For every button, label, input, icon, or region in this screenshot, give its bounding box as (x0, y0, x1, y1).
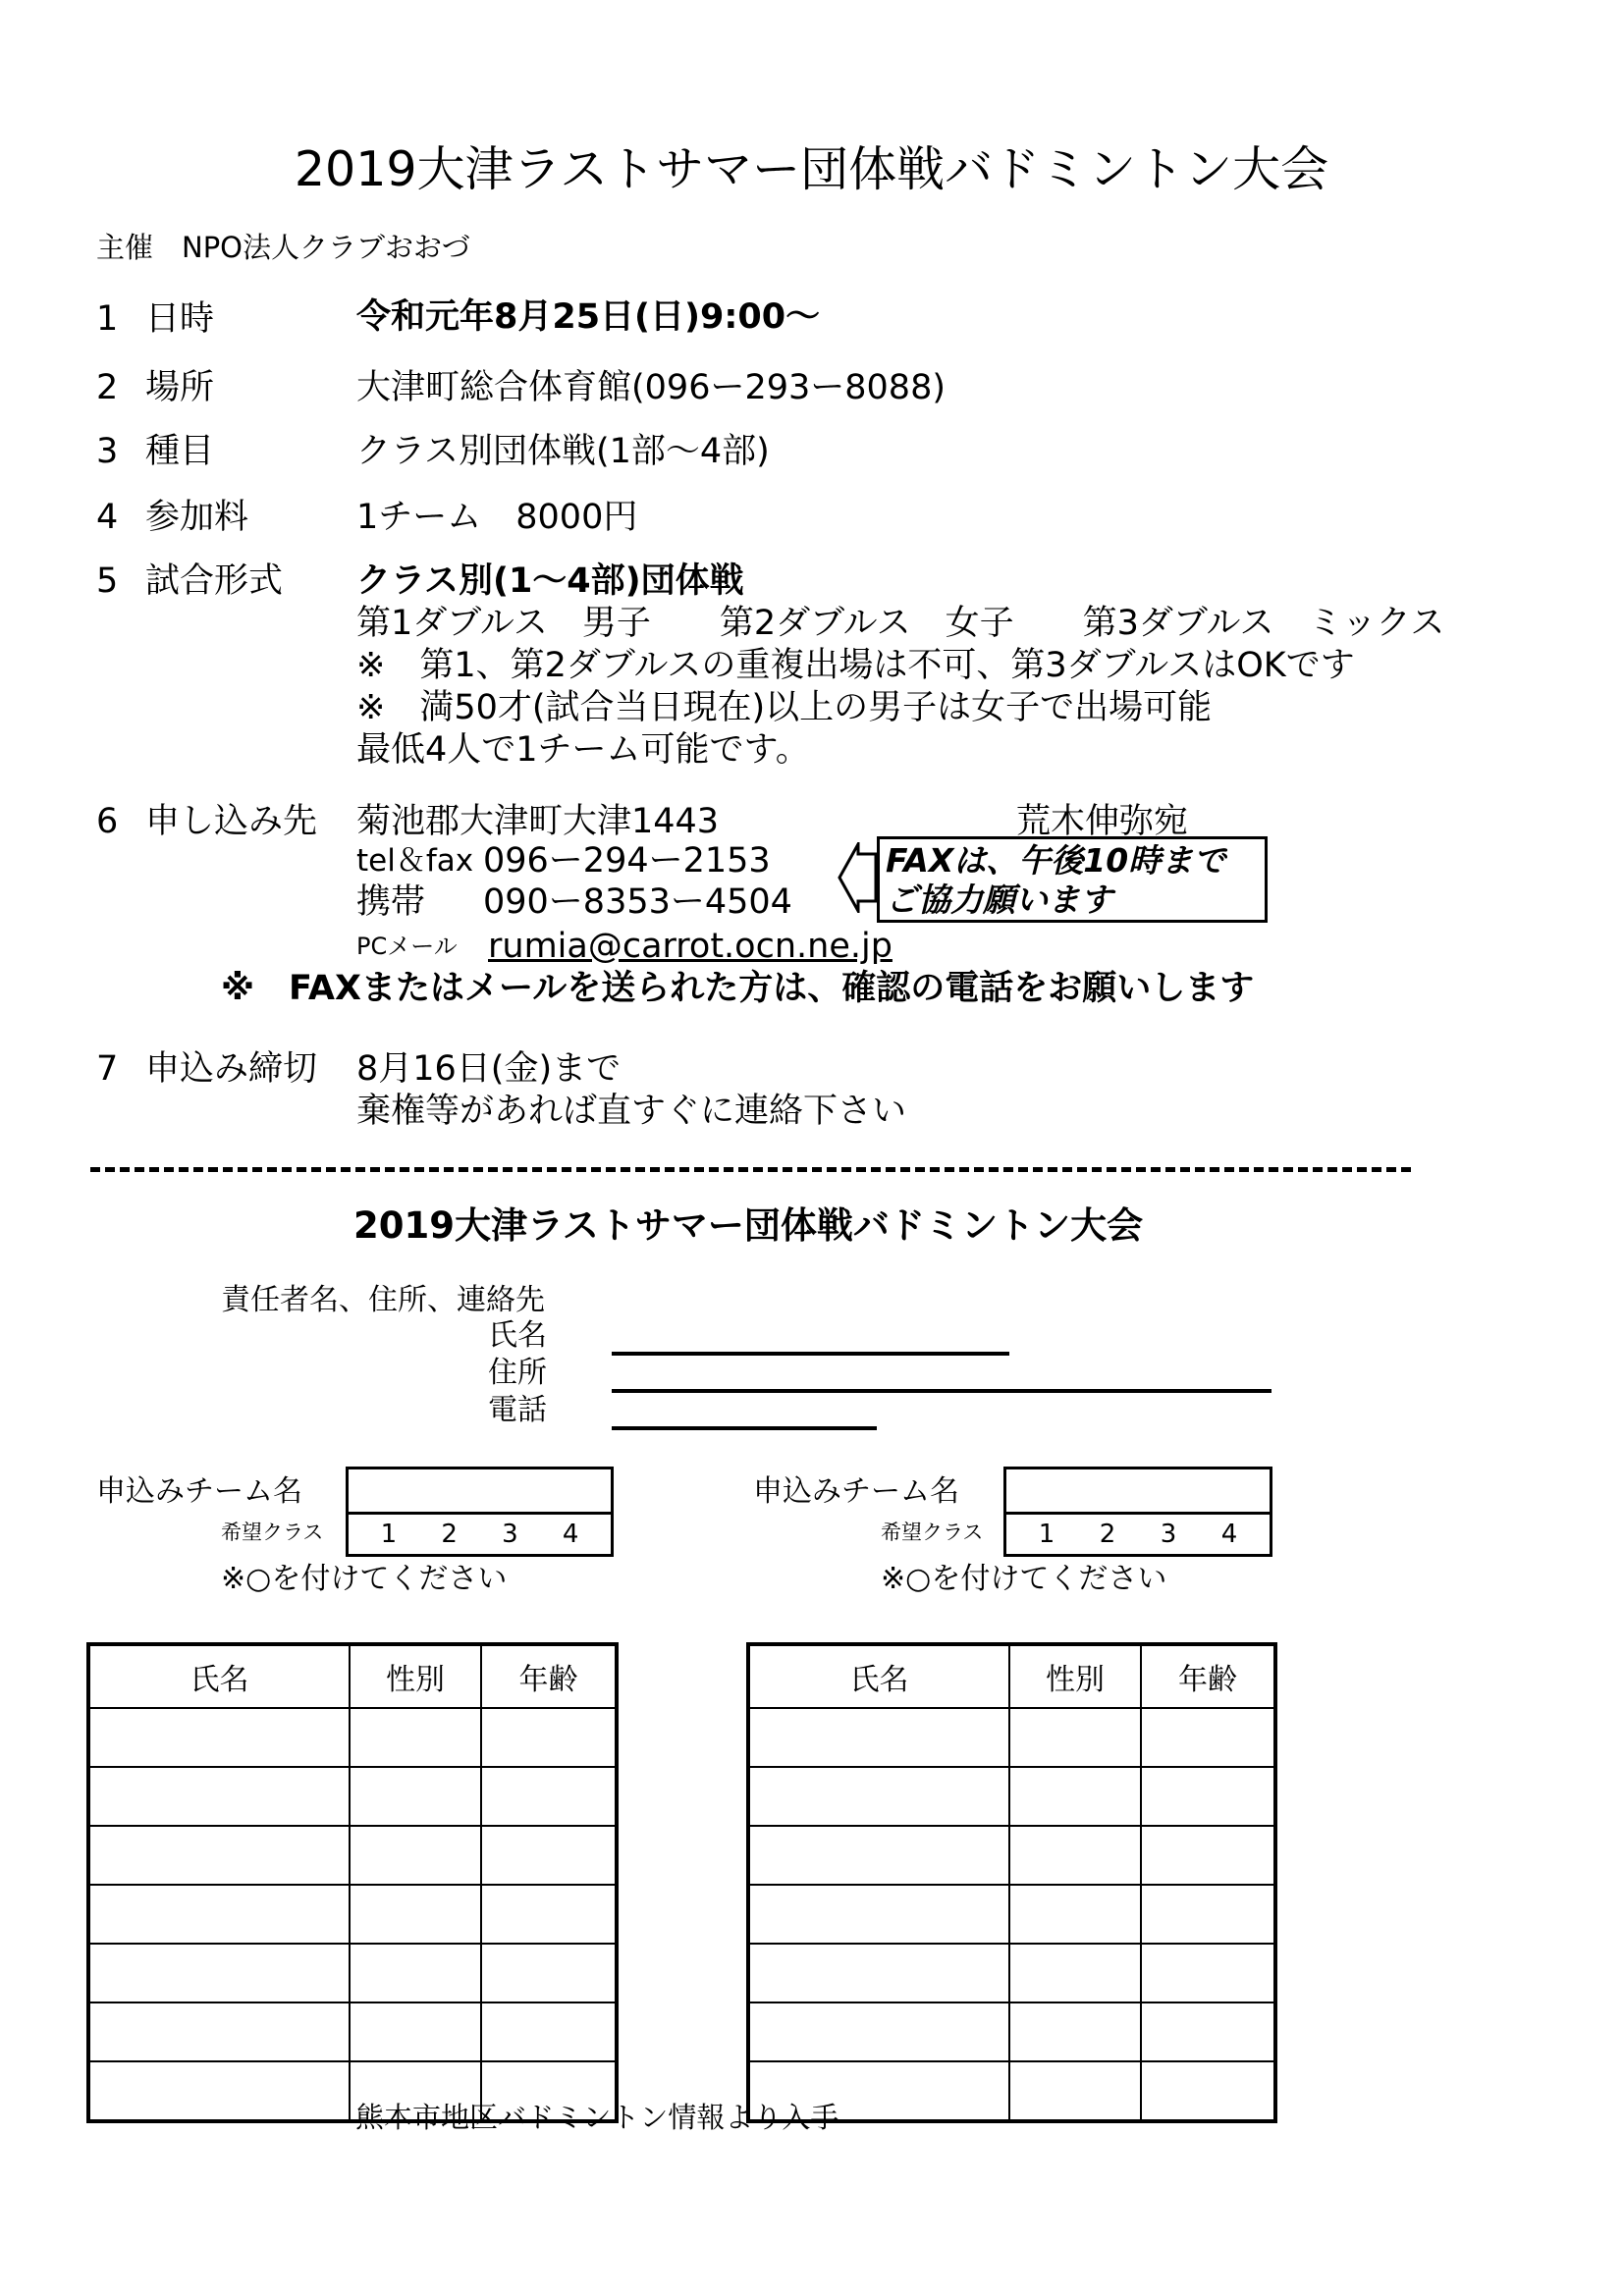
roster-header-gender: 性別 (350, 1644, 481, 1708)
mobile-number: 090ー8353ー4504 (483, 882, 792, 922)
item-7-line-1: 8月16日(金)まで (356, 1049, 622, 1089)
age-cell[interactable] (481, 1944, 617, 2002)
recipient-name: 荒木伸弥宛 (1016, 802, 1189, 841)
age-cell[interactable] (1141, 1944, 1275, 2002)
name-cell[interactable] (88, 1826, 350, 1885)
class-option-2[interactable]: 2 (1099, 1520, 1116, 1549)
table-row (88, 2002, 617, 2061)
item-5-line-3: ※ 第1、第2ダブルスの重複出場は不可、第3ダブルスはOKです (356, 646, 1355, 685)
table-row (748, 1708, 1275, 1767)
name-cell[interactable] (748, 1885, 1009, 1944)
roster-table-right (746, 1642, 1277, 2123)
cut-line (90, 1167, 1411, 1172)
team-name-label-left: 申込みチーム名 (96, 1474, 302, 1509)
item-5-line-2: 第1ダブルス 男子 第2ダブルス 女子 第3ダブルス ミックス (356, 604, 1445, 643)
name-cell[interactable] (748, 1826, 1009, 1885)
class-options-right (1006, 1515, 1270, 1554)
roster-header-gender: 性別 (1009, 1644, 1141, 1708)
team-box-left (346, 1467, 614, 1557)
item-3-value: クラス別団体戦(1部〜4部) (356, 432, 770, 471)
item-5-line-4: ※ 満50才(試合当日現在)以上の男子は女子で出場可能 (356, 688, 1213, 727)
gender-cell[interactable] (1009, 2061, 1141, 2121)
name-cell[interactable] (88, 1944, 350, 2002)
gender-cell[interactable] (350, 1885, 481, 1944)
name-cell[interactable] (748, 1767, 1009, 1826)
item-7-line-2: 棄権等があれば直すぐに連絡下さい (356, 1092, 907, 1131)
contact-address-label: 住所 (488, 1356, 547, 1390)
item-2-value: 大津町総合体育館(096ー293ー8088) (356, 368, 946, 407)
gender-cell[interactable] (350, 1767, 481, 1826)
class-option-1[interactable]: 1 (1038, 1520, 1055, 1549)
page-title: 2019大津ラストサマー団体戦バドミントン大会 (294, 141, 1329, 197)
name-cell[interactable] (748, 1708, 1009, 1767)
pc-mail-label: PCメール (356, 933, 458, 960)
table-row (88, 1767, 617, 1826)
age-cell[interactable] (1141, 1826, 1275, 1885)
class-option-2[interactable]: 2 (441, 1520, 458, 1549)
gender-cell[interactable] (1009, 1767, 1141, 1826)
roster-header-name: 氏名 (748, 1644, 1009, 1708)
confirm-note: ※ FAXまたはメールを送られた方は、確認の電話をお願いします (221, 969, 1255, 1008)
table-row (748, 1885, 1275, 1944)
class-option-4[interactable]: 4 (1220, 1520, 1238, 1549)
contact-address-field[interactable] (612, 1389, 1271, 1393)
class-label-left: 希望クラス (221, 1521, 324, 1544)
contact-phone-label: 電話 (488, 1393, 547, 1427)
class-label-right: 希望クラス (881, 1521, 984, 1544)
fax-note-line-1: FAXは、午後10時まで (886, 841, 1226, 880)
age-cell[interactable] (481, 1767, 617, 1826)
applicant-address: 菊池郡大津町大津1443 (356, 802, 720, 841)
fax-note-box (877, 836, 1268, 923)
age-cell[interactable] (481, 2002, 617, 2061)
left-arrow-icon (837, 842, 880, 913)
tel-fax-number: 096ー294ー2153 (483, 841, 771, 881)
class-option-4[interactable]: 4 (562, 1520, 579, 1549)
age-cell[interactable] (481, 1708, 617, 1767)
name-cell[interactable] (88, 2002, 350, 2061)
gender-cell[interactable] (350, 2002, 481, 2061)
contact-name-label: 氏名 (488, 1318, 547, 1353)
roster-header-age: 年齢 (1141, 1644, 1275, 1708)
contact-phone-field[interactable] (612, 1426, 877, 1430)
item-5-line-1: クラス別(1〜4部)団体戦 (356, 561, 744, 601)
item-1-label: 日時 (145, 299, 215, 339)
gender-cell[interactable] (350, 1944, 481, 2002)
name-cell[interactable] (88, 1767, 350, 1826)
fax-note-line-2: ご協力願います (886, 881, 1112, 919)
source-footer: 熊本市地区バドミントン情報より入手 (355, 2101, 839, 2134)
gender-cell[interactable] (1009, 1826, 1141, 1885)
item-4-number: 4 (96, 498, 119, 537)
item-1-value: 令和元年8月25日(日)9:00〜 (356, 297, 821, 337)
table-row (748, 1944, 1275, 2002)
roster-header-row (88, 1644, 617, 1708)
item-4-label: 参加料 (145, 498, 249, 537)
item-2-label: 場所 (145, 368, 215, 407)
circle-note-right: ※○を付けてください (881, 1562, 1167, 1596)
mobile-label: 携帯 (356, 882, 426, 922)
item-4-value: 1チーム 8000円 (356, 498, 638, 537)
age-cell[interactable] (481, 1885, 617, 1944)
gender-cell[interactable] (1009, 1708, 1141, 1767)
roster-header-name: 氏名 (88, 1644, 350, 1708)
table-row (88, 1885, 617, 1944)
gender-cell[interactable] (1009, 1885, 1141, 1944)
item-5-number: 5 (96, 561, 119, 601)
item-7-label: 申込み締切 (145, 1049, 318, 1089)
item-5-label: 試合形式 (145, 561, 284, 601)
age-cell[interactable] (1141, 2002, 1275, 2061)
table-row (88, 1708, 617, 1767)
gender-cell[interactable] (350, 1708, 481, 1767)
item-7-number: 7 (96, 1049, 119, 1089)
gender-cell[interactable] (1009, 2002, 1141, 2061)
item-3-label: 種目 (145, 432, 215, 471)
item-1-number: 1 (96, 299, 119, 339)
table-row (88, 1826, 617, 1885)
table-row (748, 2002, 1275, 2061)
class-option-3[interactable]: 3 (502, 1520, 518, 1549)
name-cell[interactable] (88, 1708, 350, 1767)
age-cell[interactable] (1141, 2061, 1275, 2121)
item-5-line-5: 最低4人で1チーム可能です。 (356, 730, 810, 770)
organizer: 主催 NPO法人クラブおおづ (96, 231, 470, 264)
team-name-label-right: 申込みチーム名 (753, 1474, 959, 1509)
tel-fax-label: tel＆fax (356, 846, 474, 877)
team-box-right (1003, 1467, 1272, 1557)
gender-cell[interactable] (1009, 1944, 1141, 2002)
email-link[interactable]: rumia@carrot.ocn.ne.jp (488, 927, 893, 966)
name-cell[interactable] (88, 1885, 350, 1944)
item-3-number: 3 (96, 432, 119, 471)
age-cell[interactable] (1141, 1767, 1275, 1826)
roster-header-age: 年齢 (481, 1644, 617, 1708)
name-cell[interactable] (748, 1944, 1009, 2002)
gender-cell[interactable] (350, 1826, 481, 1885)
name-cell[interactable] (88, 2061, 350, 2121)
table-row (88, 1944, 617, 2002)
table-row (748, 1826, 1275, 1885)
item-2-number: 2 (96, 368, 119, 407)
roster-header-row (748, 1644, 1275, 1708)
table-row (748, 1767, 1275, 1826)
contact-name-field[interactable] (612, 1352, 1009, 1356)
contact-heading: 責任者名、住所、連絡先 (221, 1283, 545, 1317)
item-6-label: 申し込み先 (145, 802, 318, 841)
item-6-number: 6 (96, 802, 119, 841)
name-cell[interactable] (748, 2002, 1009, 2061)
circle-note-left: ※○を付けてください (221, 1562, 508, 1596)
roster-table-left (86, 1642, 619, 2123)
class-options-left (349, 1515, 611, 1554)
age-cell[interactable] (1141, 1708, 1275, 1767)
age-cell[interactable] (481, 1826, 617, 1885)
age-cell[interactable] (1141, 1885, 1275, 1944)
team-name-input-right[interactable] (1006, 1469, 1270, 1515)
team-name-input-left[interactable] (349, 1469, 611, 1515)
class-option-1[interactable]: 1 (380, 1520, 398, 1549)
class-option-3[interactable]: 3 (1160, 1520, 1177, 1549)
form-title: 2019大津ラストサマー団体戦バドミントン大会 (353, 1204, 1144, 1247)
